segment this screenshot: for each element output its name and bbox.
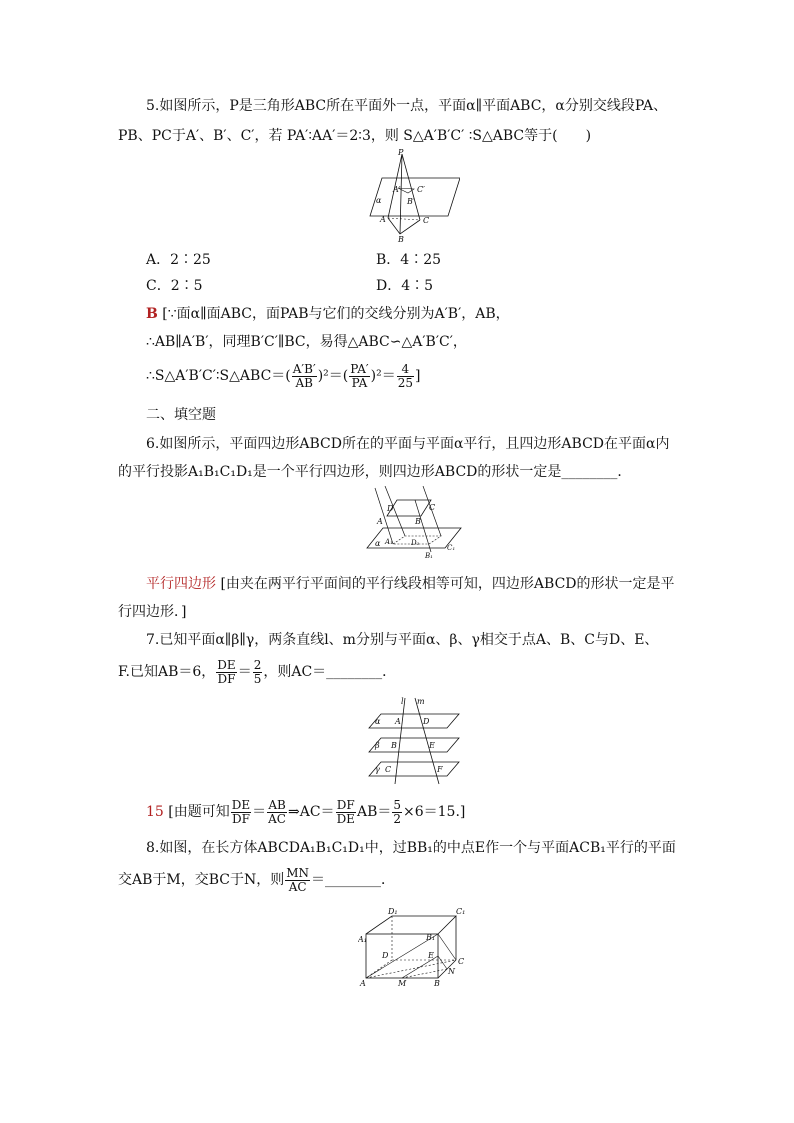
- q5-option-c: C．2∶5: [146, 278, 203, 294]
- q8-line1: 8.如图，在长方体ABCDA₁B₁C₁D₁中，过BB₁的中点E作一个与平面ACB₁平行的平面: [146, 840, 676, 856]
- q7-label-m: m: [417, 697, 425, 706]
- q5-line2: PB、PC于A′、B′、C′，若 PA′∶AA′＝2∶3，则 S△A′B′C′ ∶S△ABC等于( ): [118, 128, 592, 144]
- q5-label-b1: B′: [407, 197, 415, 206]
- q6-label-c: C: [429, 503, 436, 512]
- q7-fraction-de-df: $\frac{DE}{DF}$: [217, 657, 236, 686]
- q8-fraction-mn-ac: $\frac{MN}{AC}$: [286, 865, 310, 894]
- q7-solution: 15 [由题可知 $\frac{DE}{DF}$ ＝ $\frac{AB}{AC}$ ⇒AC＝ $\frac{DF}{DE}$ AB＝ $\frac{5}{2}$ ×6＝15.]: [146, 797, 466, 826]
- q8-label-b: B: [434, 979, 440, 988]
- q5-option-b: B．4∶25: [376, 252, 442, 268]
- q6-line2: 的平行投影A₁B₁C₁D₁是一个平行四边形，则四边形ABCD的形状一定是________．: [118, 464, 632, 480]
- q6-label-b: B: [415, 517, 421, 526]
- q7-label-beta: β: [375, 741, 380, 750]
- q7-sol-fraction-3: $\frac{DF}{DE}$: [336, 797, 355, 826]
- q7-label-c: C: [385, 765, 392, 774]
- q6-label-a: A: [377, 517, 383, 526]
- q5-fraction-1: $\frac{A'B'}{AB}$: [292, 361, 316, 390]
- q7-text2a: F.已知AB＝6，: [118, 664, 216, 680]
- q7-label-d: D: [423, 717, 430, 726]
- q5-answer: B: [146, 306, 158, 322]
- q8-label-e: E: [428, 951, 434, 960]
- q6-solution-line2: 行四边形．]: [118, 604, 187, 620]
- q8-label-c1: C₁: [456, 907, 466, 916]
- q5-solution-line1: [146, 304, 510, 324]
- q6-label-d: D: [387, 504, 394, 513]
- q5-label-alpha: α: [376, 196, 382, 205]
- q8-label-b1: B₁: [426, 933, 436, 942]
- q7-fraction-2-5: $\frac{2}{5}$: [253, 657, 262, 686]
- q6-solution-line1: [146, 574, 675, 594]
- q7-answer: 15: [146, 804, 164, 820]
- q6-label-a1: A₁: [385, 538, 393, 546]
- q8-line2: 交AB于M，交BC于N，则 $\frac{MN}{AC}$ ＝________．: [118, 865, 396, 894]
- q7-label-b: B: [391, 741, 397, 750]
- q7-sol-fraction-1: $\frac{DE}{DF}$: [231, 797, 251, 826]
- q6-label-b1: B₁: [425, 552, 433, 560]
- q5-label-c1: C′: [417, 185, 425, 194]
- q8-label-a: A: [360, 979, 366, 988]
- q6-answer: 平行四边形: [146, 576, 216, 592]
- q5-solution-line3: ∴S△A′B′C′∶S△ABC＝( $\frac{A'B'}{AB}$ )²＝( $\frac{PA'}{PA}$ )²＝ $\frac{4}{25}$ ]: [146, 361, 421, 390]
- q5-fraction-2: $\frac{PA'}{PA}$: [350, 361, 369, 390]
- q7-label-gamma: γ: [375, 765, 380, 774]
- q5-figure: [360, 148, 460, 247]
- q5-solution-text3: ∴S△A′B′C′∶S△ABC＝: [146, 368, 286, 384]
- q5-option-d: D．4∶5: [376, 278, 434, 294]
- q5-label-p: P: [398, 148, 404, 157]
- q8-figure: [358, 904, 470, 992]
- q7-label-alpha: α: [375, 717, 381, 726]
- q7-sol-fraction-4: $\frac{5}{2}$: [393, 797, 401, 826]
- q8-label-n: N: [448, 967, 455, 976]
- q6-label-alpha: α: [375, 539, 381, 548]
- q6-label-c1: C₁: [447, 544, 456, 552]
- q6-figure: [365, 486, 465, 564]
- q5-fraction-3: $\frac{4}{25}$: [397, 361, 413, 390]
- q7-sol-fraction-2: $\frac{AB}{AC}$: [268, 797, 286, 826]
- q7-label-l: l: [401, 697, 404, 706]
- q7-text2b: ，则AC＝________．: [263, 664, 397, 680]
- q7-line1: 7.已知平面α∥β∥γ，两条直线l、m分别与平面α、β、γ相交于点A、B、C与D、E、: [146, 632, 659, 648]
- section-fill-in-blank: 二、填空题: [146, 407, 216, 423]
- q7-label-a: A: [395, 717, 401, 726]
- q7-figure: [367, 696, 463, 790]
- q8-label-d: D: [382, 951, 389, 960]
- q5-option-a: A．2∶25: [146, 252, 211, 268]
- q5-solution-line2: ∴AB∥A′B′，同理B′C′∥BC，易得△ABC∽△A′B′C′，: [146, 334, 467, 350]
- q5-label-b: B: [398, 235, 404, 243]
- q7-line2: F.已知AB＝6， $\frac{DE}{DF}$ ＝ $\frac{2}{5}$ ，则AC＝________．: [118, 657, 397, 686]
- q5-solution-text1: [∵面α∥面ABC，面PAB与它们的交线分别为A′B′，AB，: [162, 306, 510, 322]
- q8-label-m: M: [398, 979, 407, 988]
- q5-label-a: A: [380, 215, 386, 224]
- q7-label-f: F: [437, 765, 443, 774]
- q5-label-c: C: [423, 216, 430, 225]
- q8-label-a1: A₁: [358, 935, 367, 944]
- q6-line1: 6.如图所示，平面四边形ABCD所在的平面与平面α平行，且四边形ABCD在平面α内: [146, 436, 670, 452]
- q8-label-c: C: [458, 957, 465, 966]
- q6-label-d1: D₁: [411, 539, 420, 547]
- q5-line1: 5.如图所示，P是三角形ABC所在平面外一点，平面α∥平面ABC，α分别交线段PA、: [146, 98, 668, 114]
- q5-label-a1: A′: [393, 185, 401, 194]
- q8-label-d1: D₁: [388, 907, 398, 916]
- q6-solution-text1: [由夹在两平行平面间的平行线段相等可知，四边形ABCD的形状一定是平: [220, 576, 675, 592]
- q7-label-e: E: [429, 741, 435, 750]
